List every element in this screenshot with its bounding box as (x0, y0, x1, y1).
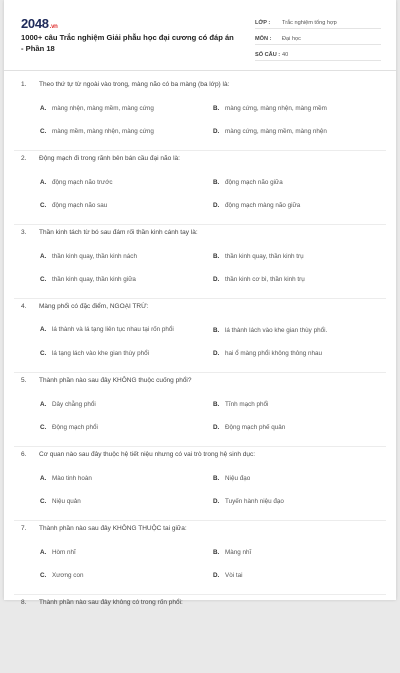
meta-value: Đại học (282, 36, 301, 42)
option-letter: B. (213, 252, 220, 260)
option-letter: D. (213, 127, 220, 135)
option-text: thần kinh quay, thần kinh nách (52, 252, 137, 260)
option-letter: D. (213, 201, 220, 209)
meta-label: SỐ CÂU : (255, 52, 281, 58)
question-number: 1. (21, 81, 27, 88)
question-text (21, 155, 180, 162)
option-letter: C. (40, 349, 47, 357)
option-letter: C. (40, 497, 47, 505)
answer-option-a[interactable] (40, 175, 113, 189)
option-text: động mạch màng não giữa (225, 201, 301, 209)
question-stem: Theo thứ tự từ ngoài vào trong, màng não có ba màng (ba lớp) là: (39, 81, 230, 88)
answer-option-b[interactable] (213, 471, 250, 485)
answer-option-c[interactable] (40, 494, 81, 508)
question-text (21, 599, 183, 606)
answer-option-a[interactable] (40, 319, 192, 339)
answer-option-d[interactable] (213, 198, 300, 212)
answer-option-a[interactable] (40, 101, 154, 115)
option-letter: C. (40, 423, 47, 431)
question-item (4, 599, 396, 673)
question-text (21, 451, 255, 458)
question-divider (14, 446, 386, 447)
option-text: Động mạch phế quản (225, 423, 286, 431)
option-text: Vòi tai (225, 571, 243, 579)
option-letter: C. (40, 275, 47, 283)
question-text (21, 229, 198, 236)
option-letter: B. (213, 474, 220, 482)
meta-value: Trắc nghiệm tổng hợp (282, 20, 337, 26)
question-item (4, 377, 396, 451)
option-text: lá tạng lách vào khe gian thùy phổi (52, 349, 149, 357)
answer-option-c[interactable] (40, 124, 154, 138)
option-text: động mạch não trước (52, 178, 113, 186)
question-item (4, 155, 396, 229)
answer-option-a[interactable] (40, 545, 76, 559)
question-divider (14, 224, 386, 225)
answer-option-a[interactable] (40, 471, 92, 485)
answer-option-d[interactable] (213, 124, 327, 138)
question-number: 8. (21, 599, 27, 606)
answer-option-c[interactable] (40, 272, 136, 286)
answer-option-c[interactable] (40, 198, 107, 212)
question-item (4, 451, 396, 525)
question-stem: Cơ quan nào sau đây thuộc hệ tiết niệu nhưng có vai trò trong hệ sinh dục: (39, 451, 256, 458)
question-divider (14, 594, 386, 595)
meta-row-class (255, 14, 381, 29)
question-item (4, 229, 396, 303)
question-stem: Thành phần nào sau đây KHÔNG THUỘC tai giữa: (39, 525, 187, 532)
option-text: thần kinh quay, thần kinh giữa (52, 275, 136, 283)
option-text: Màng nhĩ (225, 548, 252, 556)
question-number: 2. (21, 155, 27, 162)
option-letter: A. (40, 325, 47, 333)
question-divider (14, 298, 386, 299)
option-letter: D. (213, 497, 220, 505)
document-title: 1000+ câu Trắc nghiệm Giải phẫu học đại cương có đáp án - Phần 18 (21, 33, 234, 53)
question-stem: Thành phần nào sau đây không có trong rốn phổi: (39, 599, 183, 606)
question-text (21, 303, 148, 310)
option-text: động mạch não sau (52, 201, 108, 209)
option-text: lá thành lách vào khe gian thùy phổi. (225, 326, 328, 334)
answer-option-c[interactable] (40, 420, 98, 434)
option-text: Niệu đạo (225, 474, 251, 482)
option-letter: A. (40, 474, 47, 482)
meta-row-subject (255, 30, 381, 45)
question-item (4, 81, 396, 155)
option-letter: B. (213, 548, 220, 556)
option-letter: B. (213, 400, 220, 408)
question-item (4, 525, 396, 599)
option-letter: C. (40, 127, 47, 135)
option-text: thần kinh quay, thần kinh trụ (225, 252, 304, 260)
option-letter: A. (40, 104, 47, 112)
question-number: 4. (21, 303, 27, 310)
question-number: 3. (21, 229, 27, 236)
option-letter: B. (213, 104, 220, 112)
option-letter: A. (40, 400, 47, 408)
answer-option-b[interactable] (213, 545, 251, 559)
option-text: lá thành và lá tạng liên tục nhau tại rốn phổi (52, 325, 174, 333)
option-text: Tĩnh mạch phổi (225, 400, 269, 408)
question-stem: Màng phổi có đặc điểm, NGOẠI TRỪ: (39, 303, 149, 310)
meta-label: LỚP : (255, 20, 271, 26)
question-number: 7. (21, 525, 27, 532)
question-stem: Thành phần nào sau đây KHÔNG thuộc cuống phổi? (39, 377, 192, 384)
question-number: 6. (21, 451, 27, 458)
option-text: Mào tinh hoàn (52, 474, 92, 482)
logo-text: 2048 (21, 16, 49, 31)
answer-option-d[interactable] (213, 346, 322, 360)
option-text: màng cứng, màng mềm, màng nhện (225, 127, 327, 135)
question-list (4, 81, 396, 673)
option-letter: D. (213, 349, 220, 357)
option-letter: B. (213, 178, 220, 186)
answer-option-b[interactable] (213, 249, 304, 263)
document-meta (255, 14, 381, 62)
answer-option-d[interactable] (213, 568, 243, 582)
answer-option-b[interactable] (213, 397, 268, 411)
option-letter: C. (40, 571, 47, 579)
document-page (4, 0, 396, 606)
option-text: Tuyến hành niệu đạo (225, 497, 284, 505)
question-stem: Thần kinh tách từ bó sau đám rối thần kinh cánh tay là: (39, 229, 198, 236)
answer-option-a[interactable] (40, 249, 137, 263)
option-letter: A. (40, 178, 47, 186)
question-item (4, 303, 396, 377)
option-letter: A. (40, 252, 47, 260)
option-text: động mạch não giữa (225, 178, 283, 186)
option-text: màng mềm, màng nhện, màng cứng (52, 127, 154, 135)
answer-option-a[interactable] (40, 397, 96, 411)
document-header (4, 0, 396, 66)
question-stem: Động mạch đi trong rãnh bên bán cầu đại não là: (39, 155, 180, 162)
answer-option-c[interactable] (40, 568, 83, 582)
logo-suffix: .vn (49, 24, 58, 30)
option-letter: D. (213, 571, 220, 579)
answer-option-d[interactable] (213, 420, 285, 434)
header-divider (4, 70, 396, 71)
answer-option-d[interactable] (213, 494, 284, 508)
question-number: 5. (21, 377, 27, 384)
option-text: hai ổ màng phổi không thông nhau (225, 349, 322, 357)
answer-option-d[interactable] (213, 272, 305, 286)
answer-option-b[interactable] (213, 101, 327, 115)
answer-option-b[interactable] (213, 175, 283, 189)
option-letter: D. (213, 423, 220, 431)
meta-value: 40 (282, 52, 289, 58)
question-text (21, 377, 192, 384)
site-logo[interactable] (21, 16, 58, 31)
question-divider (14, 520, 386, 521)
option-text: màng nhện, màng mềm, màng cứng (52, 104, 154, 112)
option-text: Hòm nhĩ (52, 548, 76, 556)
question-divider (14, 372, 386, 373)
option-letter: C. (40, 201, 47, 209)
option-letter: B. (213, 326, 220, 334)
option-letter: A. (40, 548, 47, 556)
option-text: Xương con (52, 571, 84, 579)
question-text (21, 81, 229, 88)
meta-label: MÔN : (255, 36, 272, 42)
answer-option-b[interactable] (213, 323, 327, 337)
option-text: Động mạch phổi (52, 423, 98, 431)
option-text: Niệu quản (52, 497, 81, 505)
question-divider (14, 150, 386, 151)
question-text (21, 525, 187, 532)
answer-option-c[interactable] (40, 346, 149, 360)
option-text: màng cứng, màng nhện, màng mềm (225, 104, 327, 112)
option-text: thần kinh cơ bì, thần kinh trụ (225, 275, 305, 283)
meta-row-count (255, 46, 381, 61)
option-letter: D. (213, 275, 220, 283)
option-text: Dây chằng phổi (52, 400, 96, 408)
